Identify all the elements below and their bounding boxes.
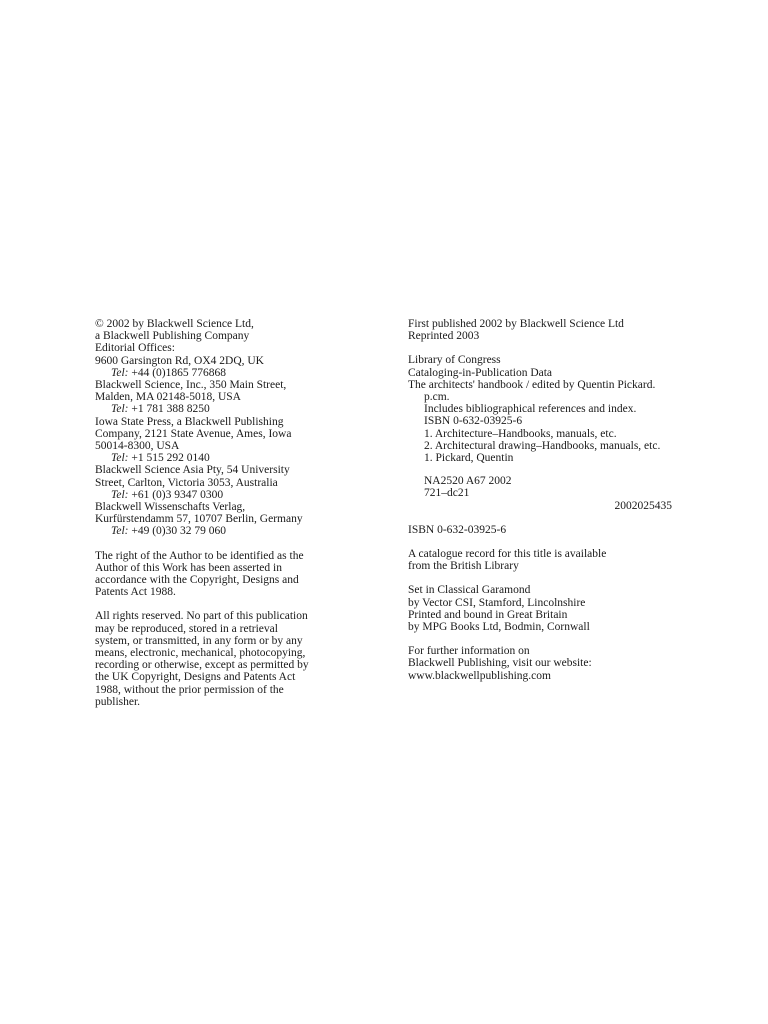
tel-value: +44 (0)1865 776868 bbox=[128, 366, 227, 379]
paragraph-line: accordance with the Copyright, Designs and bbox=[95, 574, 299, 587]
tel-value: +49 (0)30 32 79 060 bbox=[128, 525, 227, 538]
production-line: by Vector CSI, Stamford, Lincolnshire bbox=[408, 596, 586, 609]
production-line: Printed and bound in Great Britain bbox=[408, 608, 568, 621]
cip-detail-line: 1. Architecture–Handbooks, manuals, etc. bbox=[424, 427, 617, 440]
tel-label: Tel: bbox=[111, 366, 129, 379]
tel-label: Tel: bbox=[111, 488, 129, 501]
spacer bbox=[408, 633, 672, 645]
cip-data-block bbox=[408, 354, 672, 511]
further-info-line: For further information on bbox=[408, 645, 530, 658]
website-url: www.blackwellpublishing.com bbox=[408, 669, 551, 682]
australia-tel-line bbox=[95, 489, 335, 501]
spacer bbox=[95, 598, 335, 610]
paragraph-line: means, electronic, mechanical, photocopying, bbox=[95, 647, 306, 660]
catalogue-line: A catalogue record for this title is available bbox=[408, 548, 607, 561]
australia-address-line-1: Blackwell Science Asia Pty, 54 University bbox=[95, 464, 290, 477]
cip-header-line: Library of Congress bbox=[408, 354, 501, 367]
production-line: Set in Classical Garamond bbox=[408, 584, 531, 597]
paragraph-line: Author of this Work has been asserted in bbox=[95, 561, 282, 574]
us-address-line-1: Blackwell Science, Inc., 350 Main Street, bbox=[95, 379, 287, 392]
production-block bbox=[408, 584, 672, 633]
paragraph-line: 1988, without the prior permission of the bbox=[95, 683, 284, 696]
spacer bbox=[95, 538, 335, 550]
germany-tel-line bbox=[95, 525, 335, 537]
cip-detail-line: Includes bibliographical references and index. bbox=[424, 403, 637, 416]
uk-address-line: 9600 Garsington Rd, OX4 2DQ, UK bbox=[95, 354, 264, 367]
us-tel-line bbox=[95, 403, 335, 415]
publication-history bbox=[408, 318, 672, 342]
australia-address-line-2: Street, Carlton, Victoria 3053, Australia bbox=[95, 476, 278, 489]
spacer bbox=[408, 572, 672, 584]
spacer bbox=[408, 536, 672, 548]
iowa-address-line-2: Company, 2121 State Avenue, Ames, Iowa bbox=[95, 427, 292, 440]
classification-line: 721–dc21 bbox=[424, 487, 470, 500]
publisher-addresses bbox=[95, 318, 335, 538]
catalogue-line: from the British Library bbox=[408, 560, 519, 573]
further-info-line: Blackwell Publishing, visit our website: bbox=[408, 657, 592, 670]
spacer bbox=[408, 342, 672, 354]
us-address-line-2: Malden, MA 02148-5018, USA bbox=[95, 391, 241, 404]
cip-detail-line: 2. Architectural drawing–Handbooks, manuals, etc. bbox=[424, 439, 661, 452]
germany-address-line-2: Kurfürstendamm 57, 10707 Berlin, Germany bbox=[95, 513, 303, 526]
iowa-address-line-1: Iowa State Press, a Blackwell Publishing bbox=[95, 415, 284, 428]
tel-label: Tel: bbox=[111, 525, 129, 538]
left-column bbox=[95, 318, 335, 708]
company-line: a Blackwell Publishing Company bbox=[95, 330, 250, 343]
author-rights-paragraph bbox=[95, 550, 335, 599]
paragraph-line: may be reproduced, stored in a retrieval bbox=[95, 622, 278, 635]
paragraph-line: All rights reserved. No part of this publication bbox=[95, 610, 308, 623]
production-line: by MPG Books Ltd, Bodmin, Cornwall bbox=[408, 621, 590, 634]
iowa-address-line-3: 50014-8300, USA bbox=[95, 440, 180, 453]
first-published-line: First published 2002 by Blackwell Science Ltd bbox=[408, 318, 624, 330]
paragraph-line: system, or transmitted, in any form or by any bbox=[95, 634, 303, 647]
paragraph-line: The right of the Author to be identified as the bbox=[95, 549, 304, 562]
cip-title-line: The architects' handbook / edited by Quentin Pickard. bbox=[408, 378, 656, 391]
paragraph-line: the UK Copyright, Designs and Patents Act bbox=[95, 671, 296, 684]
paragraph-line: recording or otherwise, except as permitted by bbox=[95, 659, 309, 672]
right-column bbox=[408, 318, 672, 682]
lccn-number: 2002025435 bbox=[614, 499, 672, 512]
iowa-tel-line bbox=[95, 452, 335, 464]
cip-detail-line: ISBN 0-632-03925-6 bbox=[424, 415, 523, 428]
all-rights-reserved-paragraph bbox=[95, 610, 335, 708]
tel-value: +1 781 388 8250 bbox=[128, 403, 210, 416]
germany-address-line-1: Blackwell Wissenschafts Verlag, bbox=[95, 501, 246, 514]
cip-detail-line: 1. Pickard, Quentin bbox=[424, 452, 514, 465]
paragraph-line: publisher. bbox=[95, 695, 141, 708]
uk-tel-line bbox=[95, 367, 335, 379]
tel-value: +1 515 292 0140 bbox=[128, 452, 210, 465]
spacer bbox=[408, 512, 672, 524]
paragraph-line: Patents Act 1988. bbox=[95, 586, 176, 599]
tel-value: +61 (0)3 9347 0300 bbox=[128, 488, 224, 501]
isbn-line: ISBN 0-632-03925-6 bbox=[408, 523, 507, 536]
further-info-block bbox=[408, 645, 672, 682]
editorial-offices-label: Editorial Offices: bbox=[95, 342, 175, 355]
reprinted-line: Reprinted 2003 bbox=[408, 330, 480, 343]
classification-line: NA2520 A67 2002 bbox=[424, 475, 512, 488]
spacer bbox=[408, 464, 672, 475]
tel-label: Tel: bbox=[111, 403, 129, 416]
catalogue-record-block bbox=[408, 548, 672, 572]
tel-label: Tel: bbox=[111, 452, 129, 465]
cip-header-line: Cataloging-in-Publication Data bbox=[408, 366, 553, 379]
copyright-line: © 2002 by Blackwell Science Ltd, bbox=[95, 318, 254, 330]
cip-detail-line: p.cm. bbox=[424, 391, 450, 404]
